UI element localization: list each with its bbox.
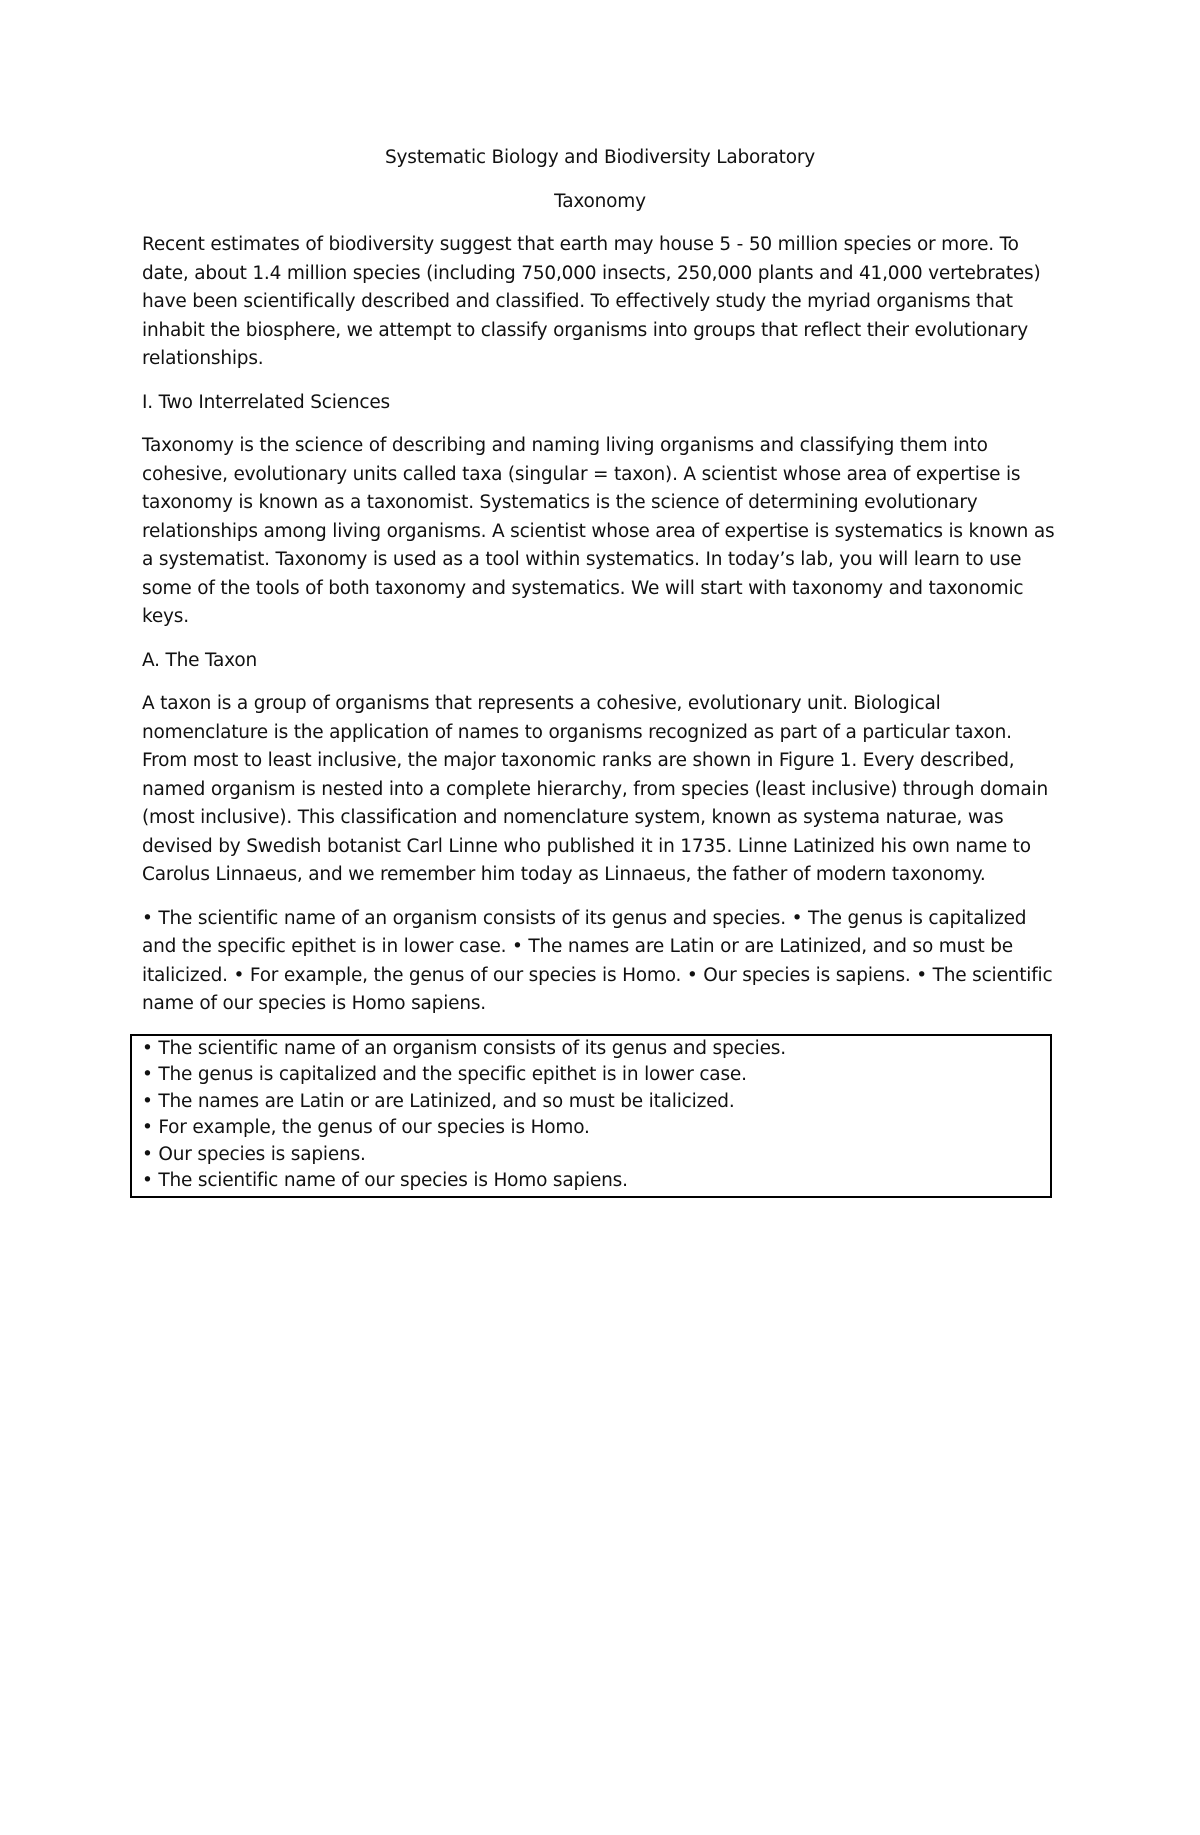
box-line: • The scientific name of an organism consists of its genus and species. (142, 1037, 786, 1059)
intro-paragraph: Recent estimates of biodiversity suggest that earth may house 5 - 50 million species or more. To date, about 1.4 million species (including 750,000 insects, 250,000 plants and 41,000 vertebrates) have been scientifically described and classified. To effectively study the myriad organisms that inhabit the biosphere, we attempt to classify organisms into groups that reflect their evolutionary relationships. (142, 234, 1041, 369)
section-heading-the-taxon: A. The Taxon (142, 649, 257, 671)
scientific-name-box (130, 1034, 1052, 1198)
section-paragraph-the-taxon: A taxon is a group of organisms that represents a cohesive, evolutionary unit. Biological nomenclature is the application of names to organisms recognized as part of a particular taxon. From most to least inclusive, the major taxonomic ranks are shown in Figure 1. Every described, named organism is nested into a complete hierarchy, from species (least inclusive) through domain (most inclusive). This classification and nomenclature system, known as systema naturae, was devised by Swedish botanist Carl Linne who published it in 1735. Linne Latinized his own name to Carolus Linnaeus, and we remember him today as Linnaeus, the father of modern taxonomy. (142, 693, 1048, 885)
bullets-paragraph: • The scientific name of an organism consists of its genus and species. • The genus is capitalized and the specific epithet is in lower case. • The names are Latin or are Latinized, and so must be italicized. • For example, the genus of our species is Homo. • Our species is sapiens. • The scientific name of our species is Homo sapiens. (142, 907, 1053, 1014)
box-line: • The names are Latin or are Latinized, and so must be italicized. (142, 1090, 735, 1112)
document-subtitle: Taxonomy (554, 190, 646, 212)
document-title: Systematic Biology and Biodiversity Laboratory (384, 147, 816, 168)
box-line: • The scientific name of our species is Homo sapiens. (142, 1170, 628, 1191)
box-line: • Our species is sapiens. (142, 1143, 366, 1165)
section-heading-two-sciences: I. Two Interrelated Sciences (142, 391, 390, 413)
box-line: • For example, the genus of our species is Homo. (142, 1117, 590, 1138)
section-paragraph-two-sciences: Taxonomy is the science of describing and naming living organisms and classifying them into cohesive, evolutionary units called taxa (singular = taxon). A scientist whose area of expertise is taxonomy is known as a taxonomist. Systematics is the science of determining evolutionary relationships among living organisms. A scientist whose area of expertise is systematics is known as a systematist. Taxonomy is used as a tool within systematics. In today’s lab, you will learn to use some of the tools of both taxonomy and systematics. We will start with taxonomy and taxonomic keys. (142, 435, 1055, 627)
box-line: • The genus is capitalized and the specific epithet is in lower case. (142, 1064, 747, 1085)
document-content (142, 144, 1058, 1198)
